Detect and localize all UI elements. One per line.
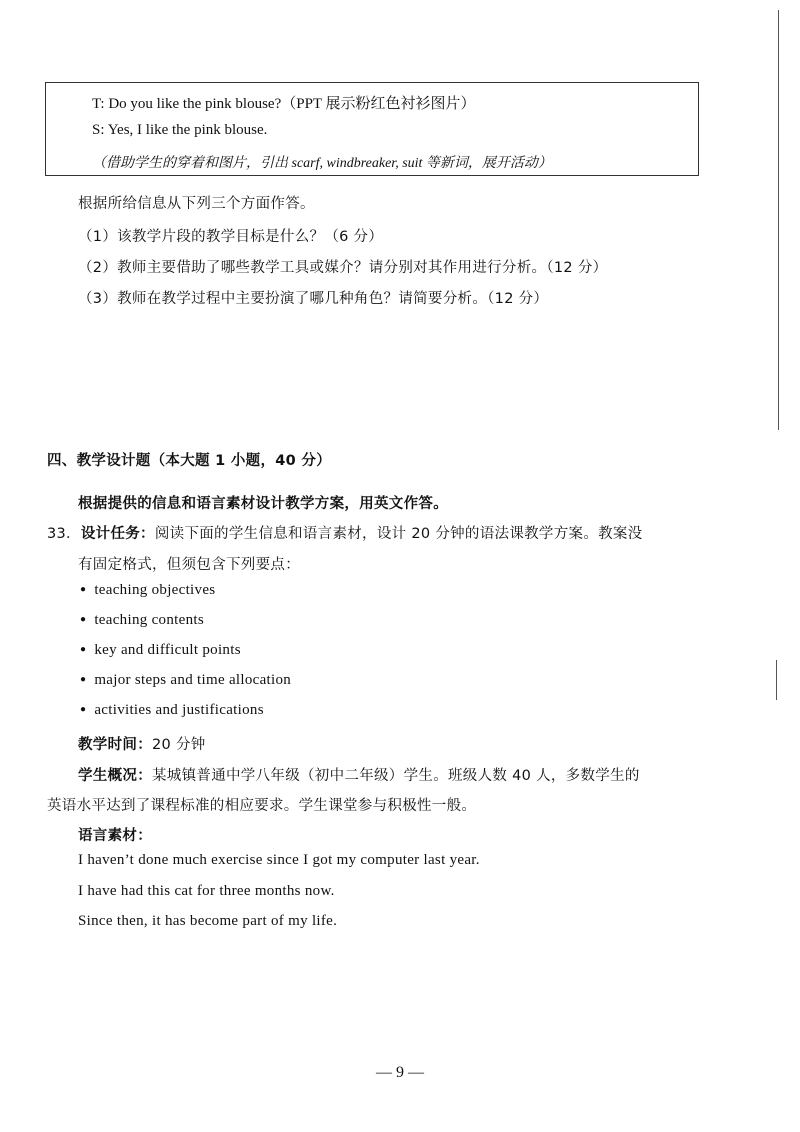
dialogue-line-student: S: Yes, I like the pink blouse. [92,122,268,138]
task-number: 33． [47,526,81,542]
question-item: （1）该教学片段的教学目标是什么？（6 分） [78,229,384,245]
students-label: 学生概况： [78,768,152,784]
section-title: 四、教学设计题（本大题 1 小题，40 分） [47,453,332,469]
material-sentence: Since then, it has become part of my life. [78,913,338,929]
question-item: （2）教师主要借助了哪些教学工具或媒介？请分别对其作用进行分析。（12 分） [78,260,608,276]
bullet-item: ● major steps and time allocation [80,672,291,689]
scan-edge-line [776,660,777,700]
students-line-2: 英语水平达到了课程标准的相应要求。学生课堂参与积极性一般。 [47,798,477,814]
bullet-item: ● teaching contents [80,612,204,629]
bullet-item: ● teaching objectives [80,582,215,599]
teaching-time-label: 教学时间： [78,737,152,753]
material-label: 语言素材： [78,828,152,844]
question-item: （3）教师在教学过程中主要扮演了哪几种角色？请简要分析。（12 分） [78,291,549,307]
material-sentence: I haven’t done much exercise since I got my computer last year. [78,852,480,868]
bullet-item: ● activities and justifications [80,702,264,719]
material-sentence: I have had this cat for three months now. [78,883,335,899]
question-intro: 根据所给信息从下列三个方面作答。 [78,196,315,212]
scan-edge-line [778,10,779,430]
dialogue-line-teacher: T: Do you like the pink blouse?（PPT 展示粉红色衬衫图片） [92,96,476,112]
dialogue-activity-note: （借助学生的穿着和图片，引出 scarf, windbreaker, suit 等新词，展开活动） [92,156,552,171]
section-instruction: 根据提供的信息和语言素材设计教学方案，用英文作答。 [78,496,448,512]
teaching-time-value: 20 分钟 [152,737,206,753]
students-line-1 [78,764,640,785]
task-label: 设计任务： [80,526,155,542]
task-line-2: 有固定格式，但须包含下列要点： [78,557,300,573]
bullet-item: ● key and difficult points [80,642,241,659]
page-number: — 9 — [376,1064,424,1081]
task-line-1 [47,522,643,543]
students-text: 某城镇普通中学八年级（初中二年级）学生。班级人数 40 人，多数学生的 [152,768,640,784]
task-text: 阅读下面的学生信息和语言素材，设计 20 分钟的语法课教学方案。教案没 [154,526,643,542]
teaching-time [78,733,206,754]
